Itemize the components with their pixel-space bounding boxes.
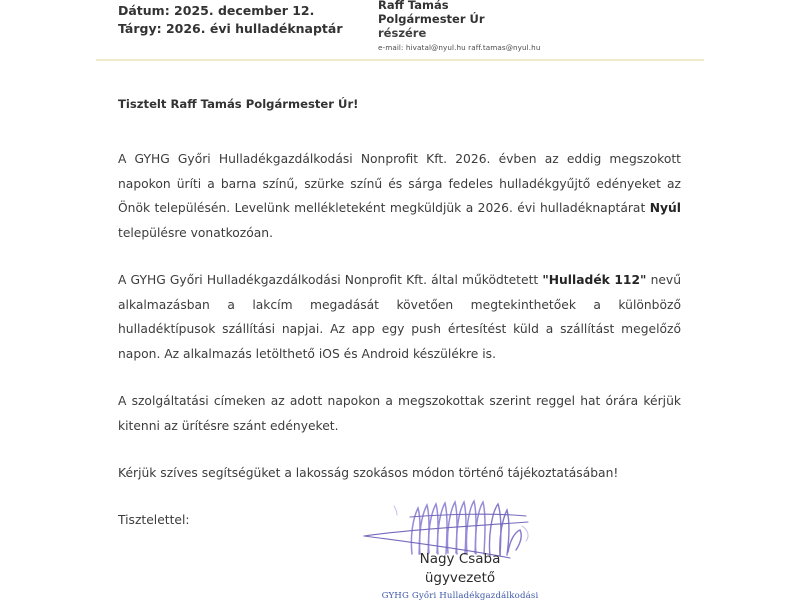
header-subject-line: Tárgy: 2026. évi hulladéknaptár — [118, 21, 343, 36]
paragraph-2 — [118, 268, 681, 366]
signer-role: ügyvezető — [424, 570, 496, 586]
body-text: A GYHG Győri Hulladékgazdálkodási Nonprofit Kft. által működtetett — [118, 273, 543, 287]
header-left-block — [118, 0, 368, 39]
paragraph-3 — [118, 389, 681, 438]
salutation: Tisztelt Raff Tamás Polgármester Úr! — [118, 97, 359, 111]
recipient-attention: részére — [378, 26, 427, 40]
paragraph-4 — [118, 461, 681, 486]
letter-body — [118, 96, 681, 532]
body-text: nevű alkalmazásban a lakcím megadását követően megtekinthetőek a különböző hulladéktípusok szállítási napjai. Az app egy push értesítést küld a szállítást megelőző napon. Az alkalmazás letölthető iOS és Android készülékre is. — [118, 273, 682, 361]
signer-company: GYHG Győri Hulladékgazdálkodási — [381, 591, 539, 601]
header-divider — [96, 59, 704, 61]
recipient-email: e-mail: hivatal@nyul.hu raff.tamas@nyul.hu — [378, 43, 541, 52]
letter-header — [0, 0, 800, 52]
emphasized-text: "Hulladék 112" — [542, 273, 647, 287]
emphasized-text: Nyúl — [649, 201, 681, 215]
signer-name: Nagy Csaba — [419, 551, 501, 567]
recipient-name: Raff Tamás — [378, 0, 449, 12]
recipient-block — [378, 0, 678, 53]
closing-line: Tisztelettel: — [118, 512, 190, 527]
body-text: településre vonatkozóan. — [118, 225, 273, 240]
body-text: A GYHG Győri Hulladékgazdálkodási Nonprofit Kft. 2026. évben az eddig megszokott napokon üríti a barna színű, szürke színű és sárga fedeles hulladékgyűjtő edényeket az Önök településén. Levelünk mellékleteként megküldjük a 2026. évi hulladéknaptárat — [118, 152, 681, 215]
header-date-line: Dátum: 2025. december 12. — [118, 2, 315, 18]
signature-block — [330, 496, 590, 602]
recipient-title: Polgármester Úr — [378, 12, 485, 26]
paragraph-1 — [118, 147, 681, 245]
body-text: A szolgáltatási címeken az adott napokon a megszokottak szerint reggel hat órára kérjük kitenni az ürítésre szánt edényeket. — [118, 394, 681, 433]
body-text: Kérjük szíves segítségüket a lakosság szokásos módon történő tájékoztatásában! — [118, 466, 619, 480]
